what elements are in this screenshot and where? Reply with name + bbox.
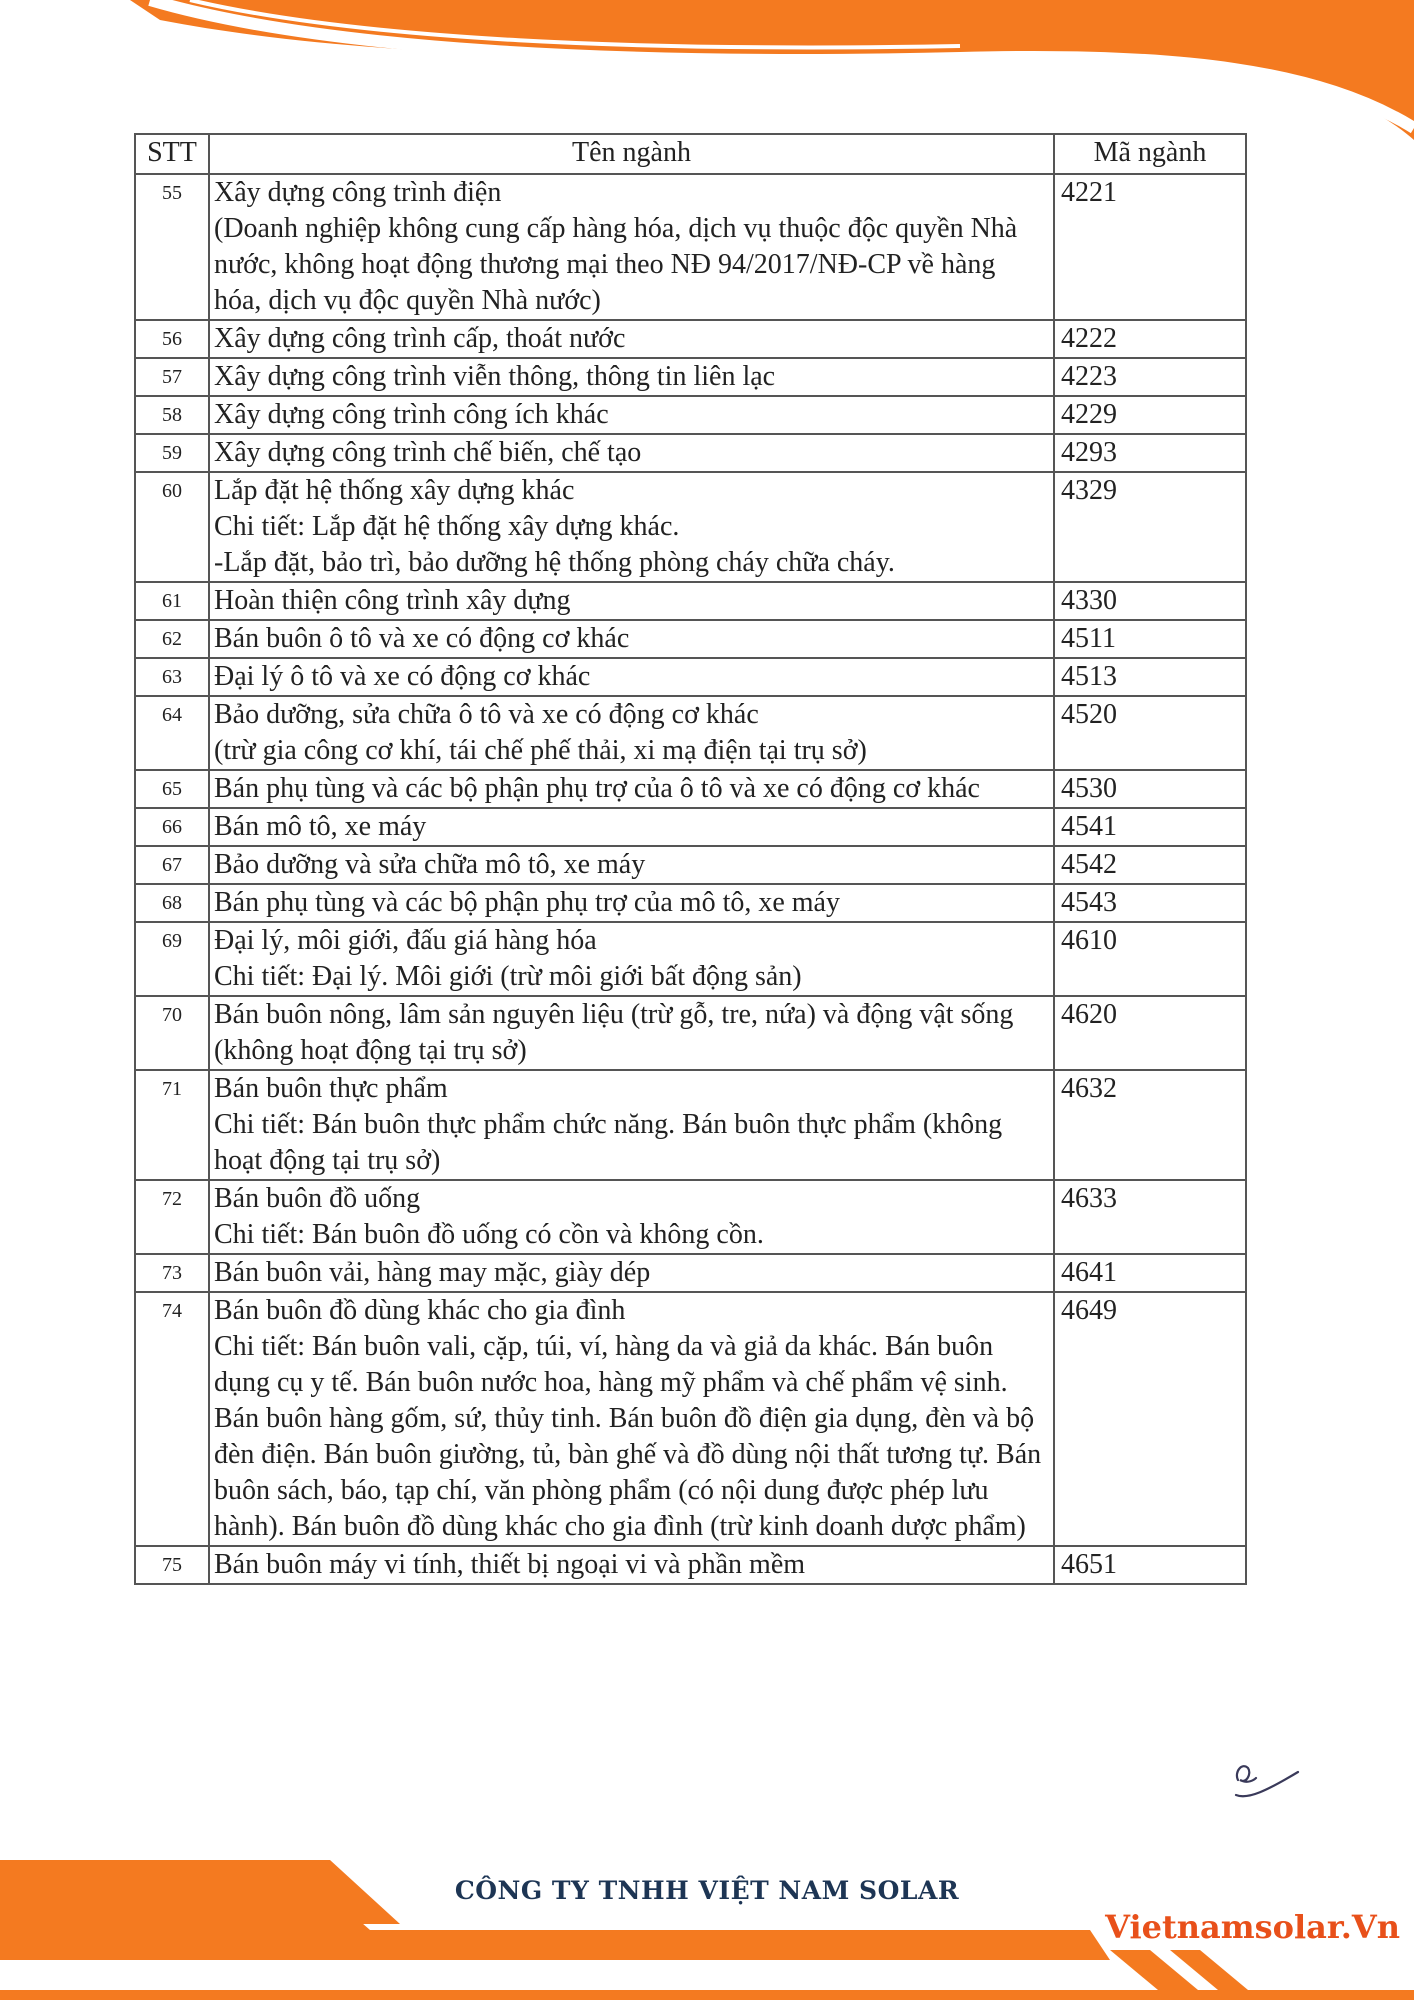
row-business-code: 4620 — [1054, 996, 1246, 1070]
row-business-code: 4229 — [1054, 396, 1246, 434]
row-business-name: Bán buôn nông, lâm sản nguyên liệu (trừ gỗ, tre, nứa) và động vật sống (không hoạt động tại trụ sở) — [209, 996, 1054, 1070]
row-stt: 55 — [135, 174, 209, 320]
table-row — [135, 358, 1246, 396]
business-lines-table — [134, 133, 1247, 1585]
table-row — [135, 320, 1246, 358]
table-row — [135, 658, 1246, 696]
row-stt: 66 — [135, 808, 209, 846]
handwritten-signature — [1228, 1750, 1318, 1805]
row-business-code: 4632 — [1054, 1070, 1246, 1180]
row-stt: 63 — [135, 658, 209, 696]
footer-website: Vietnamsolar.Vn — [1105, 1908, 1400, 1946]
table-row — [135, 620, 1246, 658]
table-row — [135, 472, 1246, 582]
table-row — [135, 996, 1246, 1070]
row-business-name: Bán buôn ô tô và xe có động cơ khác — [209, 620, 1054, 658]
row-business-code: 4221 — [1054, 174, 1246, 320]
row-business-code: 4511 — [1054, 620, 1246, 658]
row-business-name: Đại lý ô tô và xe có động cơ khác — [209, 658, 1054, 696]
row-business-code: 4513 — [1054, 658, 1246, 696]
table-row — [135, 696, 1246, 770]
row-business-name: Xây dựng công trình công ích khác — [209, 396, 1054, 434]
header-stt: STT — [135, 134, 209, 174]
row-business-name: Bán buôn đồ dùng khác cho gia đình Chi tiết: Bán buôn vali, cặp, túi, ví, hàng da và giả da khác. Bán buôn dụng cụ y tế. Bán buôn nước hoa, hàng mỹ phẩm và chế phẩm vệ sinh. Bán buôn hàng gốm, sứ, thủy tinh. Bán buôn đồ điện gia dụng, đèn và bộ đèn điện. Bán buôn giường, tủ, bàn ghế và đồ dùng nội thất tương tự. Bán buôn sách, báo, tạp chí, văn phòng phẩm (có nội dung được phép lưu hành). Bán buôn đồ dùng khác cho gia đình (trừ kinh doanh dược phẩm) — [209, 1292, 1054, 1546]
table-header-row — [135, 134, 1246, 174]
row-business-name: Xây dựng công trình viễn thông, thông tin liên lạc — [209, 358, 1054, 396]
row-business-name: Bán buôn đồ uống Chi tiết: Bán buôn đồ uống có cồn và không cồn. — [209, 1180, 1054, 1254]
row-business-code: 4610 — [1054, 922, 1246, 996]
table-row — [135, 884, 1246, 922]
row-business-code: 4543 — [1054, 884, 1246, 922]
row-stt: 73 — [135, 1254, 209, 1292]
row-stt: 75 — [135, 1546, 209, 1584]
table-row — [135, 808, 1246, 846]
row-business-code: 4641 — [1054, 1254, 1246, 1292]
header-code: Mã ngành — [1054, 134, 1246, 174]
top-orange-swoosh — [0, 0, 1414, 140]
row-stt: 58 — [135, 396, 209, 434]
row-business-name: Bán buôn thực phẩm Chi tiết: Bán buôn thực phẩm chức năng. Bán buôn thực phẩm (không hoạt động tại trụ sở) — [209, 1070, 1054, 1180]
row-business-name: Bán mô tô, xe máy — [209, 808, 1054, 846]
row-stt: 71 — [135, 1070, 209, 1180]
row-business-code: 4542 — [1054, 846, 1246, 884]
row-business-name: Xây dựng công trình cấp, thoát nước — [209, 320, 1054, 358]
table-row — [135, 1292, 1246, 1546]
row-business-code: 4223 — [1054, 358, 1246, 396]
row-stt: 69 — [135, 922, 209, 996]
row-business-code: 4649 — [1054, 1292, 1246, 1546]
table-row — [135, 434, 1246, 472]
row-business-code: 4520 — [1054, 696, 1246, 770]
row-business-name: Lắp đặt hệ thống xây dựng khác Chi tiết: Lắp đặt hệ thống xây dựng khác. -Lắp đặt, bảo trì, bảo dưỡng hệ thống phòng cháy chữa cháy. — [209, 472, 1054, 582]
row-stt: 67 — [135, 846, 209, 884]
row-business-code: 4222 — [1054, 320, 1246, 358]
row-business-name: Xây dựng công trình điện (Doanh nghiệp không cung cấp hàng hóa, dịch vụ thuộc độc quyền Nhà nước, không hoạt động thương mại theo NĐ 94/2017/NĐ-CP về hàng hóa, dịch vụ độc quyền Nhà nước) — [209, 174, 1054, 320]
row-stt: 74 — [135, 1292, 209, 1546]
row-stt: 57 — [135, 358, 209, 396]
row-business-name: Xây dựng công trình chế biến, chế tạo — [209, 434, 1054, 472]
row-business-name: Đại lý, môi giới, đấu giá hàng hóa Chi tiết: Đại lý. Môi giới (trừ môi giới bất động sản) — [209, 922, 1054, 996]
row-stt: 61 — [135, 582, 209, 620]
table-row — [135, 582, 1246, 620]
header-name: Tên ngành — [209, 134, 1054, 174]
row-business-code: 4330 — [1054, 582, 1246, 620]
footer-company-name: CÔNG TY TNHH VIỆT NAM SOLAR — [454, 1876, 960, 1905]
table-row — [135, 1070, 1246, 1180]
row-stt: 59 — [135, 434, 209, 472]
table-row — [135, 174, 1246, 320]
row-business-name: Bảo dưỡng, sửa chữa ô tô và xe có động cơ khác (trừ gia công cơ khí, tái chế phế thải, xi mạ điện tại trụ sở) — [209, 696, 1054, 770]
row-business-code: 4633 — [1054, 1180, 1246, 1254]
row-business-code: 4293 — [1054, 434, 1246, 472]
row-business-name: Bán phụ tùng và các bộ phận phụ trợ của mô tô, xe máy — [209, 884, 1054, 922]
table-row — [135, 1180, 1246, 1254]
table-row — [135, 1254, 1246, 1292]
row-stt: 72 — [135, 1180, 209, 1254]
table-row — [135, 1546, 1246, 1584]
row-business-name: Bảo dưỡng và sửa chữa mô tô, xe máy — [209, 846, 1054, 884]
table-row — [135, 922, 1246, 996]
business-lines-table-wrap — [134, 133, 1245, 1585]
row-business-code: 4329 — [1054, 472, 1246, 582]
row-stt: 68 — [135, 884, 209, 922]
table-row — [135, 770, 1246, 808]
row-stt: 56 — [135, 320, 209, 358]
row-stt: 70 — [135, 996, 209, 1070]
row-business-code: 4530 — [1054, 770, 1246, 808]
row-stt: 65 — [135, 770, 209, 808]
row-stt: 64 — [135, 696, 209, 770]
row-business-name: Hoàn thiện công trình xây dựng — [209, 582, 1054, 620]
row-business-name: Bán buôn vải, hàng may mặc, giày dép — [209, 1254, 1054, 1292]
row-stt: 60 — [135, 472, 209, 582]
row-business-code: 4651 — [1054, 1546, 1246, 1584]
table-row — [135, 396, 1246, 434]
row-business-name: Bán buôn máy vi tính, thiết bị ngoại vi và phần mềm — [209, 1546, 1054, 1584]
row-stt: 62 — [135, 620, 209, 658]
row-business-name: Bán phụ tùng và các bộ phận phụ trợ của ô tô và xe có động cơ khác — [209, 770, 1054, 808]
row-business-code: 4541 — [1054, 808, 1246, 846]
table-row — [135, 846, 1246, 884]
